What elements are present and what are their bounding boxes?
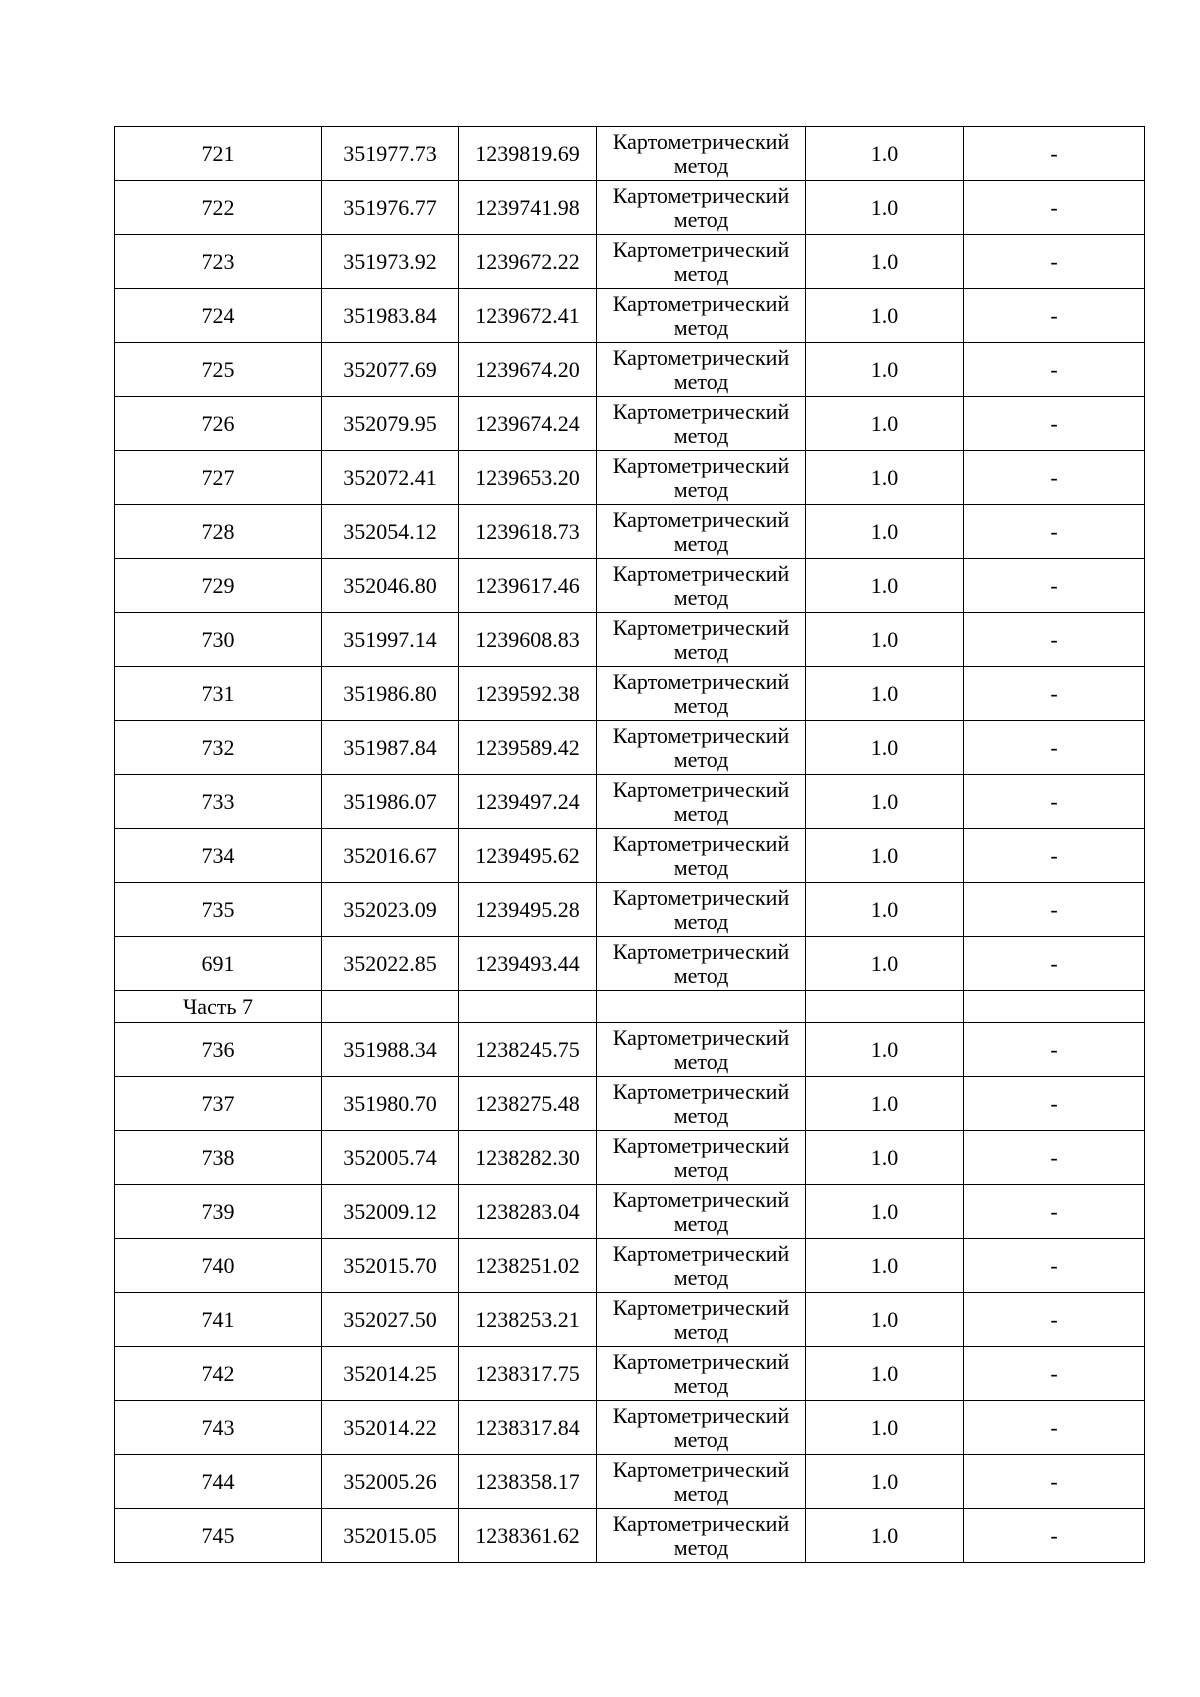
note-cell: - [964,559,1145,613]
point-number-cell: 734 [115,829,322,883]
method-cell [597,397,806,451]
method-line-2: метод [673,746,729,772]
point-number-cell: 743 [115,1401,322,1455]
note-cell: - [964,1077,1145,1131]
table-row [115,1293,1145,1347]
method-line-1: Картометрический [612,236,790,262]
x-coordinate-cell: 351977.73 [322,127,459,181]
table-row [115,289,1145,343]
y-coordinate-cell: 1239592.38 [459,667,597,721]
point-number-cell: 737 [115,1077,322,1131]
accuracy-cell: 1.0 [806,343,964,397]
x-coordinate-cell: 352054.12 [322,505,459,559]
note-cell: - [964,775,1145,829]
method-cell [597,559,806,613]
table-row [115,1185,1145,1239]
table-row [115,937,1145,991]
accuracy-cell: 1.0 [806,721,964,775]
note-cell: - [964,1455,1145,1509]
note-cell: - [964,667,1145,721]
x-coordinate-cell: 351976.77 [322,181,459,235]
accuracy-cell: 1.0 [806,451,964,505]
point-number-cell: 723 [115,235,322,289]
method-line-1: Картометрический [612,1348,790,1374]
note-cell: - [964,1347,1145,1401]
method-line-2: метод [673,1534,729,1560]
point-number-cell: 731 [115,667,322,721]
accuracy-cell: 1.0 [806,235,964,289]
note-cell: - [964,721,1145,775]
accuracy-cell: 1.0 [806,1131,964,1185]
x-coordinate-cell: 352005.74 [322,1131,459,1185]
method-line-2: метод [673,854,729,880]
part-label: Часть 7 [115,991,322,1023]
y-coordinate-cell: 1239674.20 [459,343,597,397]
table-row [115,1347,1145,1401]
x-coordinate-cell: 352046.80 [322,559,459,613]
y-coordinate-cell: 1239497.24 [459,775,597,829]
y-coordinate-cell: 1239617.46 [459,559,597,613]
point-number-cell: 738 [115,1131,322,1185]
x-coordinate-cell: 351986.80 [322,667,459,721]
x-coordinate-cell: 351997.14 [322,613,459,667]
method-line-2: метод [673,206,729,232]
accuracy-cell: 1.0 [806,1455,964,1509]
y-coordinate-cell: 1238317.84 [459,1401,597,1455]
y-coordinate-cell: 1238361.62 [459,1509,597,1563]
method-line-2: метод [673,1264,729,1290]
method-line-2: метод [673,152,729,178]
point-number-cell: 724 [115,289,322,343]
table-row [115,1131,1145,1185]
note-cell: - [964,127,1145,181]
table-row [115,127,1145,181]
y-coordinate-cell: 1239653.20 [459,451,597,505]
point-number-cell: 727 [115,451,322,505]
empty-cell [322,991,459,1023]
method-cell [597,1401,806,1455]
method-line-2: метод [673,1318,729,1344]
method-cell [597,343,806,397]
x-coordinate-cell: 351973.92 [322,235,459,289]
method-line-1: Картометрический [612,182,790,208]
method-line-1: Картометрический [612,128,790,154]
method-cell [597,235,806,289]
accuracy-cell: 1.0 [806,1077,964,1131]
table-row [115,613,1145,667]
table-row [115,1239,1145,1293]
coordinates-table [114,126,1145,1563]
table-row [115,1077,1145,1131]
x-coordinate-cell: 352027.50 [322,1293,459,1347]
method-line-2: метод [673,1156,729,1182]
y-coordinate-cell: 1238282.30 [459,1131,597,1185]
method-line-2: метод [673,314,729,340]
coordinates-table-body [115,127,1145,1563]
y-coordinate-cell: 1239819.69 [459,127,597,181]
method-cell [597,721,806,775]
method-cell [597,127,806,181]
accuracy-cell: 1.0 [806,289,964,343]
point-number-cell: 733 [115,775,322,829]
note-cell: - [964,1239,1145,1293]
method-line-2: метод [673,476,729,502]
y-coordinate-cell: 1238275.48 [459,1077,597,1131]
method-line-2: метод [673,584,729,610]
table-row [115,667,1145,721]
empty-cell [806,991,964,1023]
accuracy-cell: 1.0 [806,505,964,559]
method-cell [597,1239,806,1293]
y-coordinate-cell: 1239493.44 [459,937,597,991]
accuracy-cell: 1.0 [806,397,964,451]
accuracy-cell: 1.0 [806,1347,964,1401]
method-line-2: метод [673,692,729,718]
y-coordinate-cell: 1239589.42 [459,721,597,775]
y-coordinate-cell: 1239674.24 [459,397,597,451]
note-cell: - [964,937,1145,991]
empty-cell [597,991,806,1023]
method-line-1: Картометрический [612,1456,790,1482]
point-number-cell: 726 [115,397,322,451]
accuracy-cell: 1.0 [806,1023,964,1077]
method-cell [597,829,806,883]
point-number-cell: 740 [115,1239,322,1293]
x-coordinate-cell: 352009.12 [322,1185,459,1239]
point-number-cell: 691 [115,937,322,991]
method-line-1: Картометрический [612,398,790,424]
empty-cell [459,991,597,1023]
method-line-2: метод [673,422,729,448]
method-cell [597,937,806,991]
method-line-2: метод [673,1426,729,1452]
point-number-cell: 728 [115,505,322,559]
note-cell: - [964,1185,1145,1239]
table-row [115,1509,1145,1563]
accuracy-cell: 1.0 [806,1239,964,1293]
x-coordinate-cell: 352022.85 [322,937,459,991]
table-row [115,235,1145,289]
accuracy-cell: 1.0 [806,1293,964,1347]
x-coordinate-cell: 352015.70 [322,1239,459,1293]
method-line-1: Картометрический [612,722,790,748]
method-line-1: Картометрический [612,938,790,964]
table-row [115,1455,1145,1509]
note-cell: - [964,289,1145,343]
method-cell [597,1023,806,1077]
table-row [115,505,1145,559]
part-header-row [115,991,1145,1023]
method-cell [597,1347,806,1401]
y-coordinate-cell: 1239672.22 [459,235,597,289]
accuracy-cell: 1.0 [806,613,964,667]
x-coordinate-cell: 351980.70 [322,1077,459,1131]
x-coordinate-cell: 351983.84 [322,289,459,343]
table-row [115,181,1145,235]
method-line-2: метод [673,530,729,556]
accuracy-cell: 1.0 [806,937,964,991]
table-row [115,721,1145,775]
method-cell [597,1077,806,1131]
accuracy-cell: 1.0 [806,829,964,883]
method-line-1: Картометрический [612,1132,790,1158]
table-row [115,451,1145,505]
x-coordinate-cell: 352079.95 [322,397,459,451]
x-coordinate-cell: 352005.26 [322,1455,459,1509]
x-coordinate-cell: 352015.05 [322,1509,459,1563]
method-cell [597,289,806,343]
note-cell: - [964,1401,1145,1455]
note-cell: - [964,1023,1145,1077]
table-row [115,883,1145,937]
point-number-cell: 741 [115,1293,322,1347]
method-line-1: Картометрический [612,344,790,370]
method-cell [597,1131,806,1185]
method-line-1: Картометрический [612,1294,790,1320]
note-cell: - [964,451,1145,505]
method-line-1: Картометрический [612,1078,790,1104]
method-cell [597,1509,806,1563]
table-row [115,775,1145,829]
y-coordinate-cell: 1238283.04 [459,1185,597,1239]
method-line-1: Картометрический [612,1024,790,1050]
point-number-cell: 725 [115,343,322,397]
method-line-2: метод [673,908,729,934]
method-cell [597,613,806,667]
x-coordinate-cell: 351986.07 [322,775,459,829]
point-number-cell: 742 [115,1347,322,1401]
method-line-1: Картометрический [612,1510,790,1536]
accuracy-cell: 1.0 [806,1509,964,1563]
method-line-2: метод [673,1048,729,1074]
point-number-cell: 745 [115,1509,322,1563]
point-number-cell: 721 [115,127,322,181]
accuracy-cell: 1.0 [806,775,964,829]
table-row [115,397,1145,451]
method-line-2: метод [673,800,729,826]
empty-cell [964,991,1145,1023]
y-coordinate-cell: 1238251.02 [459,1239,597,1293]
accuracy-cell: 1.0 [806,1401,964,1455]
method-line-1: Картометрический [612,1186,790,1212]
note-cell: - [964,235,1145,289]
method-line-1: Картометрический [612,614,790,640]
note-cell: - [964,613,1145,667]
table-row [115,1023,1145,1077]
method-line-2: метод [673,1480,729,1506]
method-line-2: метод [673,962,729,988]
method-line-1: Картометрический [612,506,790,532]
x-coordinate-cell: 352014.25 [322,1347,459,1401]
note-cell: - [964,343,1145,397]
note-cell: - [964,397,1145,451]
method-line-1: Картометрический [612,1240,790,1266]
method-line-2: метод [673,260,729,286]
table-row [115,343,1145,397]
y-coordinate-cell: 1239608.83 [459,613,597,667]
y-coordinate-cell: 1238358.17 [459,1455,597,1509]
method-cell [597,505,806,559]
x-coordinate-cell: 351987.84 [322,721,459,775]
method-line-2: метод [673,1372,729,1398]
note-cell: - [964,1509,1145,1563]
x-coordinate-cell: 352023.09 [322,883,459,937]
method-cell [597,1293,806,1347]
x-coordinate-cell: 351988.34 [322,1023,459,1077]
method-line-1: Картометрический [612,290,790,316]
y-coordinate-cell: 1238317.75 [459,1347,597,1401]
accuracy-cell: 1.0 [806,127,964,181]
point-number-cell: 722 [115,181,322,235]
point-number-cell: 735 [115,883,322,937]
method-cell [597,451,806,505]
y-coordinate-cell: 1239618.73 [459,505,597,559]
method-cell [597,667,806,721]
x-coordinate-cell: 352077.69 [322,343,459,397]
method-line-1: Картометрический [612,884,790,910]
method-line-1: Картометрический [612,452,790,478]
method-line-1: Картометрический [612,776,790,802]
note-cell: - [964,883,1145,937]
note-cell: - [964,1293,1145,1347]
method-cell [597,1185,806,1239]
note-cell: - [964,505,1145,559]
y-coordinate-cell: 1239672.41 [459,289,597,343]
method-cell [597,1455,806,1509]
accuracy-cell: 1.0 [806,883,964,937]
y-coordinate-cell: 1239495.28 [459,883,597,937]
point-number-cell: 739 [115,1185,322,1239]
accuracy-cell: 1.0 [806,559,964,613]
table-row [115,1401,1145,1455]
note-cell: - [964,181,1145,235]
note-cell: - [964,1131,1145,1185]
method-line-2: метод [673,638,729,664]
table-row [115,559,1145,613]
method-line-2: метод [673,1102,729,1128]
x-coordinate-cell: 352014.22 [322,1401,459,1455]
method-line-1: Картометрический [612,1402,790,1428]
point-number-cell: 732 [115,721,322,775]
point-number-cell: 736 [115,1023,322,1077]
table-row [115,829,1145,883]
y-coordinate-cell: 1239741.98 [459,181,597,235]
method-line-1: Картометрический [612,668,790,694]
y-coordinate-cell: 1239495.62 [459,829,597,883]
point-number-cell: 729 [115,559,322,613]
method-line-2: метод [673,368,729,394]
accuracy-cell: 1.0 [806,1185,964,1239]
point-number-cell: 730 [115,613,322,667]
accuracy-cell: 1.0 [806,181,964,235]
method-cell [597,775,806,829]
note-cell: - [964,829,1145,883]
x-coordinate-cell: 352072.41 [322,451,459,505]
y-coordinate-cell: 1238245.75 [459,1023,597,1077]
method-line-2: метод [673,1210,729,1236]
method-cell [597,181,806,235]
point-number-cell: 744 [115,1455,322,1509]
method-line-1: Картометрический [612,830,790,856]
method-cell [597,883,806,937]
y-coordinate-cell: 1238253.21 [459,1293,597,1347]
method-line-1: Картометрический [612,560,790,586]
accuracy-cell: 1.0 [806,667,964,721]
x-coordinate-cell: 352016.67 [322,829,459,883]
